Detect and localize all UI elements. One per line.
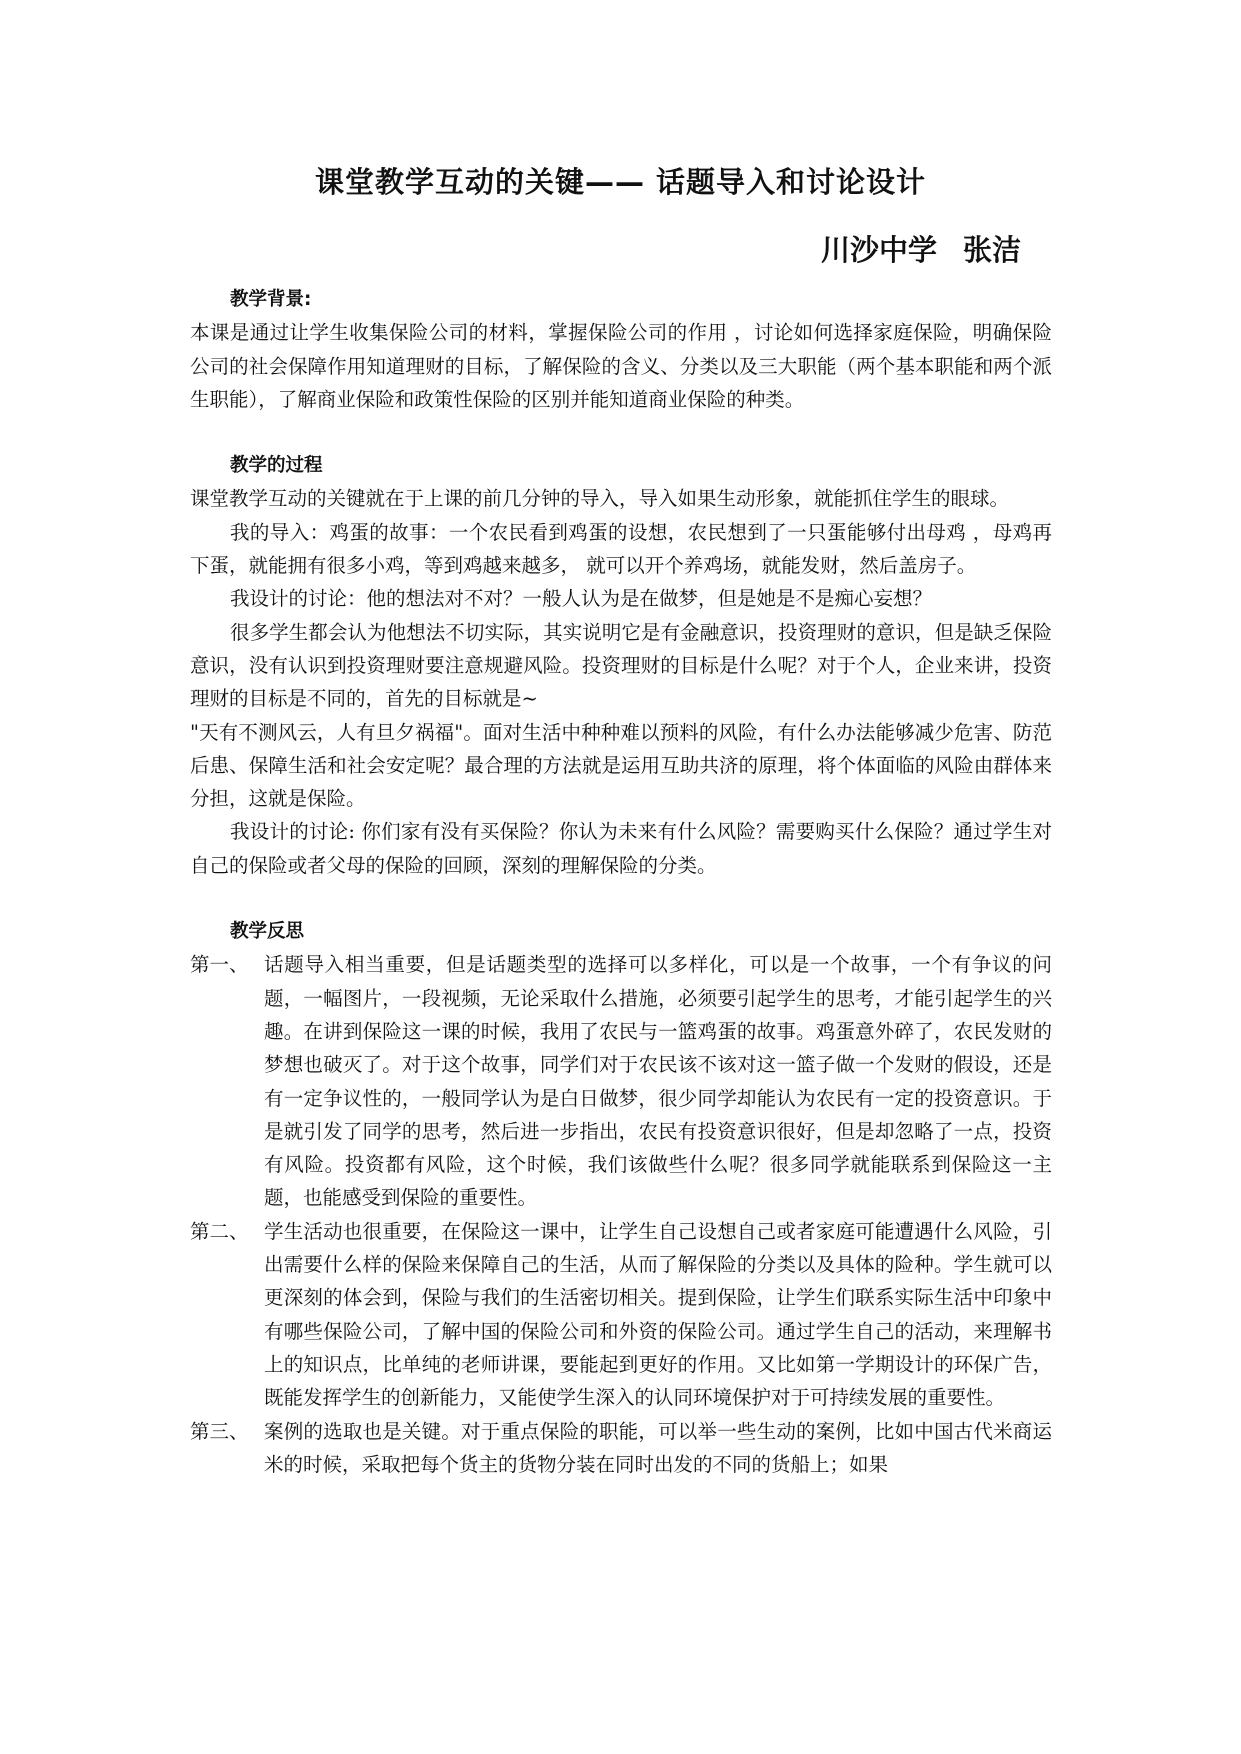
reflection-item-number: 第二、 xyxy=(190,1219,249,1243)
reflection-item-number: 第三、 xyxy=(190,1419,249,1443)
section-spacer xyxy=(190,416,1052,449)
process-paragraph-3: 我设计的讨论：他的想法对不对？一般人认为是在做梦，但是她是不是痴心妄想？ xyxy=(230,587,933,611)
reflection-item-text: 学生活动也很重要，在保险这一课中，让学生自己设想自己或者家庭可能遭遇什么风险，引出需要什么样的保险来保障自己的生活，从而了解保险的分类以及具体的险种。学生就可以更深刻的体会到，保险与我们的生活密切相关。提到保险，让学生们联系实际生活中印象中有哪些保险公司，了解中国的保险公司和外资的保险公司。通过学生自己的活动，来理解书上的知识点，比单纯的老师讲课，要能起到更好的作用。又比如第一学期设计的环保广告，既能发挥学生的创新能力，又能使学生深入的认同环境保护对于可持续发展的重要性。 xyxy=(264,1219,1052,1410)
author-school: 川沙中学 xyxy=(820,233,937,267)
section-spacer xyxy=(190,882,1052,915)
background-paragraph: 本课是通过让学生收集保险公司的材料，掌握保险公司的作用 ，讨论如何选择家庭保险，明确保险公司的社会保障作用知道理财的目标，了解保险的含义、分类以及三大职能（两个基本职能和两个派生职能），了解商业保险和政策性保险的区别并能知道商业保险的种类。 xyxy=(190,321,1052,411)
author-name: 张洁 xyxy=(962,233,1021,267)
reflection-item-number: 第一、 xyxy=(190,953,249,977)
process-paragraph-2: 我的导入：鸡蛋的故事：一个农民看到鸡蛋的设想，农民想到了一只蛋能够付出母鸡 ，母鸡再下蛋，就能拥有很多小鸡，等到鸡越来越多， 就可以开个养鸡场，就能发财，然后盖房子。 xyxy=(190,520,1052,578)
author-line xyxy=(821,228,1021,269)
document-body xyxy=(190,283,1052,1481)
process-heading: 教学的过程 xyxy=(230,455,323,477)
process-paragraph-4: 很多学生都会认为他想法不切实际，其实说明它是有金融意识，投资理财的意识，但是缺乏保险意识，没有认识到投资理财要注意规避风险。投资理财的目标是什么呢？对于个人，企业来讲，投资理财的目标是不同的，首先的目标就是~ xyxy=(190,620,1052,711)
process-paragraph-1: 课堂教学互动的关键就在于上课的前几分钟的导入，导入如果生动形象，就能抓住学生的眼球。 xyxy=(190,487,1010,511)
reflection-item-text: 话题导入相当重要，但是话题类型的选择可以多样化，可以是一个故事，一个有争议的问题，一幅图片，一段视频，无论采取什么措施，必须要引起学生的思考，才能引起学生的兴趣。在讲到保险这一课的时候，我用了农民与一篮鸡蛋的故事。鸡蛋意外碎了，农民发财的梦想也破灭了。对于这个故事，同学们对于农民该不该对这一篮子做一个发财的假设，还是有一定争议性的，一般同学认为是白日做梦，很少同学却能认为农民有一定的投资意识。于是就引发了同学的思考，然后进一步指出，农民有投资意识很好，但是却忽略了一点，投资有风险。投资都有风险，这个时候，我们该做些什么呢？很多同学就能联系到保险这一主题，也能感受到保险的重要性。 xyxy=(264,953,1052,1210)
reflection-item-2 xyxy=(190,1215,1052,1415)
process-paragraph-6: 我设计的讨论: 你们家有没有买保险？你认为未来有什么风险？需要购买什么保险？通过学生对自己的保险或者父母的保险的回顾，深刻的理解保险的分类。 xyxy=(190,820,1052,877)
reflection-heading: 教学反思 xyxy=(230,921,305,943)
reflection-item-1 xyxy=(190,948,1052,1214)
process-paragraph-5: "天有不测风云，人有旦夕祸福"。面对生活中种种难以预料的风险，有什么办法能够减少危害、防范后患、保障生活和社会安定呢？最合理的方法就是运用互助共济的原理，将个体面临的风险由群体来分担，这就是保险。 xyxy=(190,720,1052,811)
reflection-item-text: 案例的选取也是关键。对于重点保险的职能，可以举一些生动的案例，比如中国古代米商运米的时候，采取把每个货主的货物分装在同时出发的不同的货船上；如果 xyxy=(264,1419,1052,1476)
reflection-item-3 xyxy=(190,1415,1052,1482)
background-heading: 教学背景: xyxy=(230,289,312,310)
document-title: 课堂教学互动的关键—— 话题导入和讨论设计 xyxy=(314,165,927,199)
